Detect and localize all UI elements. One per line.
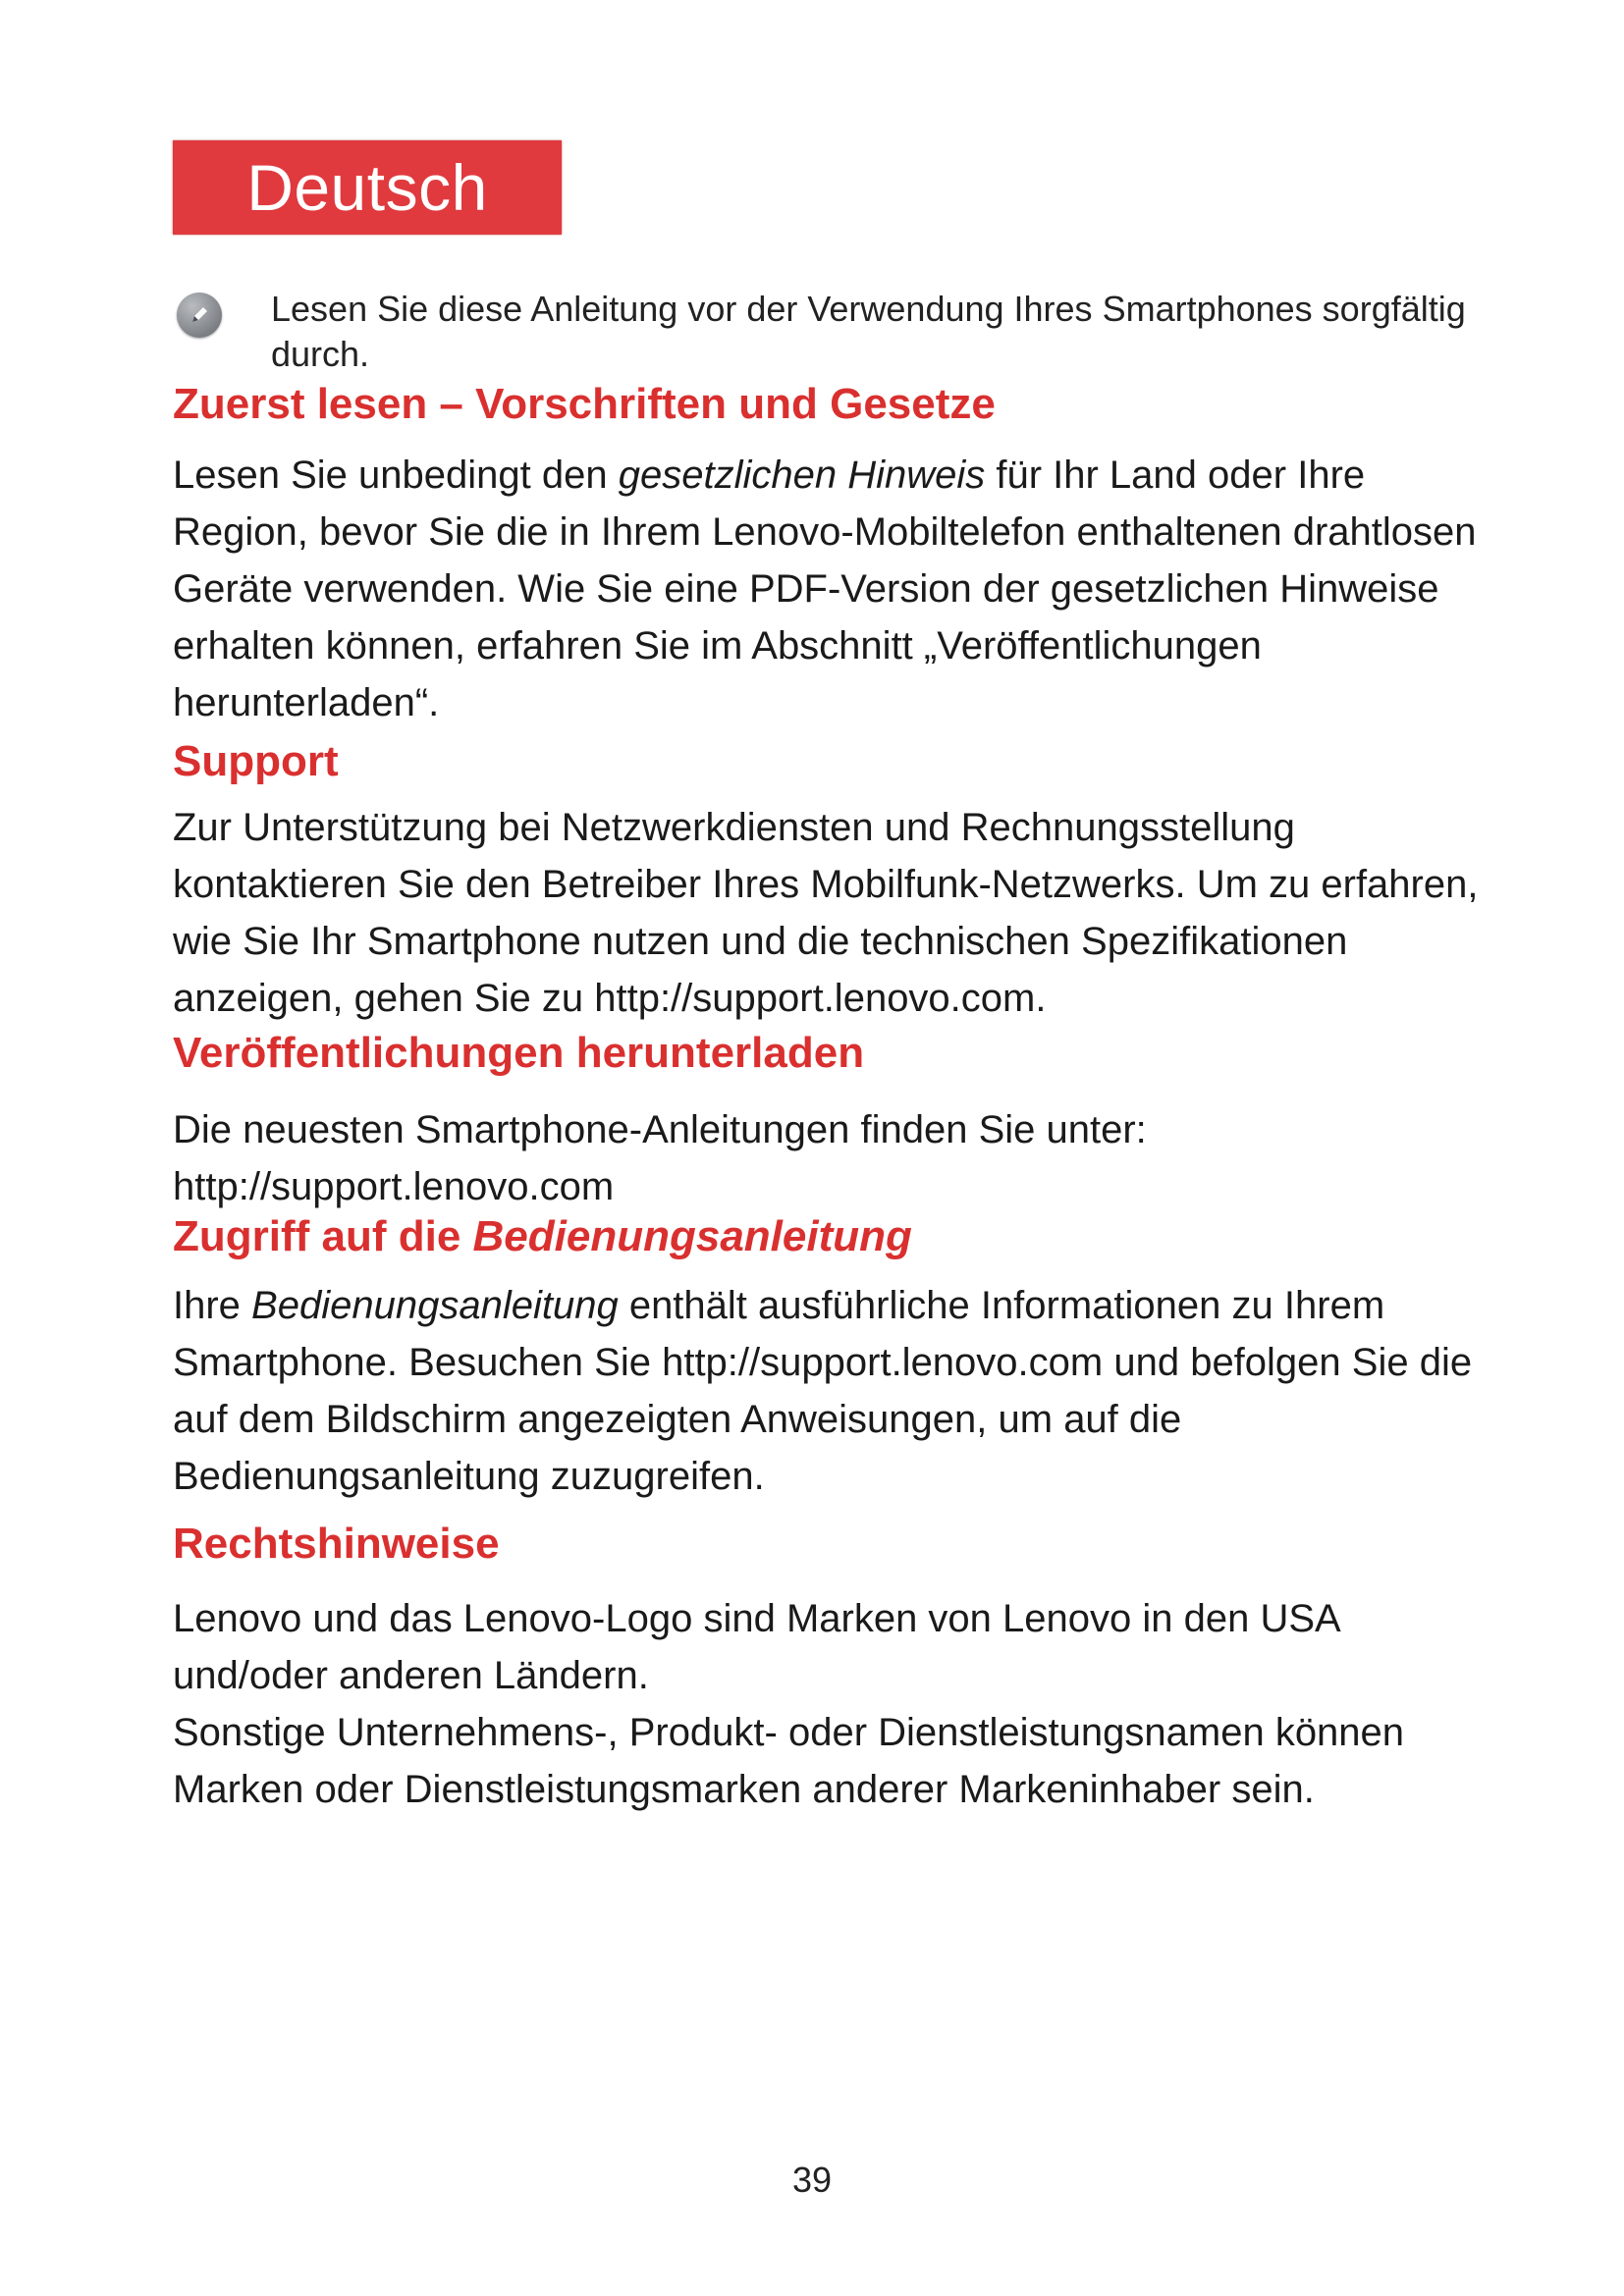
- pencil-icon: [177, 293, 222, 338]
- user-guide-term: Bedienungsanleitung: [251, 1284, 619, 1327]
- paragraph-user-guide-part-a: Ihre: [173, 1284, 252, 1327]
- paragraph-user-guide: [173, 1277, 1489, 1505]
- heading-downloads: Veröffentlichungen herunterladen: [173, 1029, 865, 1077]
- heading-regulations: Zuerst lesen – Vorschriften und Gesetze: [173, 380, 996, 428]
- legal-notice-term: gesetzlichen Hinweis: [618, 454, 986, 497]
- page-number: 39: [791, 2160, 833, 2200]
- paragraph-regulations-part-a: Lesen Sie unbedingt den: [173, 454, 619, 497]
- paragraph-legal-trademarks: Lenovo und das Lenovo-Logo sind Marken von Lenovo in den USA und/oder anderen Ländern.: [173, 1597, 1339, 1697]
- paragraph-legal-other-marks: Sonstige Unternehmens-, Produkt- oder Dienstleistungsnamen können Marken oder Dienstleistungsmarken anderer Markeninhaber sein.: [173, 1711, 1405, 1811]
- heading-support: Support: [173, 737, 339, 785]
- paragraph-regulations-part-b: für Ihr Land oder Ihre Region, bevor Sie die in Ihrem Lenovo-Mobiltelefon enthaltenen drahtlosen Geräte verwenden. Wie Sie eine PDF-Version der gesetzlichen Hinweise erhalten können, erfahren Sie im Abschnitt „Veröffentlichungen herunterladen“.: [173, 454, 1477, 724]
- language-badge: Deutsch: [173, 140, 562, 235]
- pencil-icon-glyph: [187, 302, 212, 328]
- heading-user-guide: [173, 1209, 912, 1264]
- note-text: Lesen Sie diese Anleitung vor der Verwendung Ihres Smartphones sorgfältig durch.: [271, 289, 1466, 374]
- heading-legal: Rechtshinweise: [173, 1520, 500, 1568]
- heading-user-guide-part-a: Zugriff auf die: [173, 1212, 473, 1260]
- paragraph-downloads: Die neuesten Smartphone-Anleitungen finden Sie unter: http://support.lenovo.com: [173, 1108, 1147, 1208]
- paragraph-user-guide-part-b: enthält ausführliche Informationen zu Ihrem Smartphone. Besuchen Sie http://support.lenovo.com und befolgen Sie die auf dem Bildschirm angezeigten Anweisungen, um auf die Bedienungsanleitung zuzugreifen.: [173, 1284, 1473, 1498]
- paragraph-support: Zur Unterstützung bei Netzwerkdiensten und Rechnungsstellung kontaktieren Sie den Betreiber Ihres Mobilfunk-Netzwerks. Um zu erfahren, wie Sie Ihr Smartphone nutzen und die technischen Spezifikationen anzeigen, gehen Sie zu http://support.lenovo.com.: [173, 806, 1479, 1020]
- heading-user-guide-italic: Bedienungsanleitung: [472, 1212, 912, 1260]
- paragraph-regulations: [173, 447, 1489, 731]
